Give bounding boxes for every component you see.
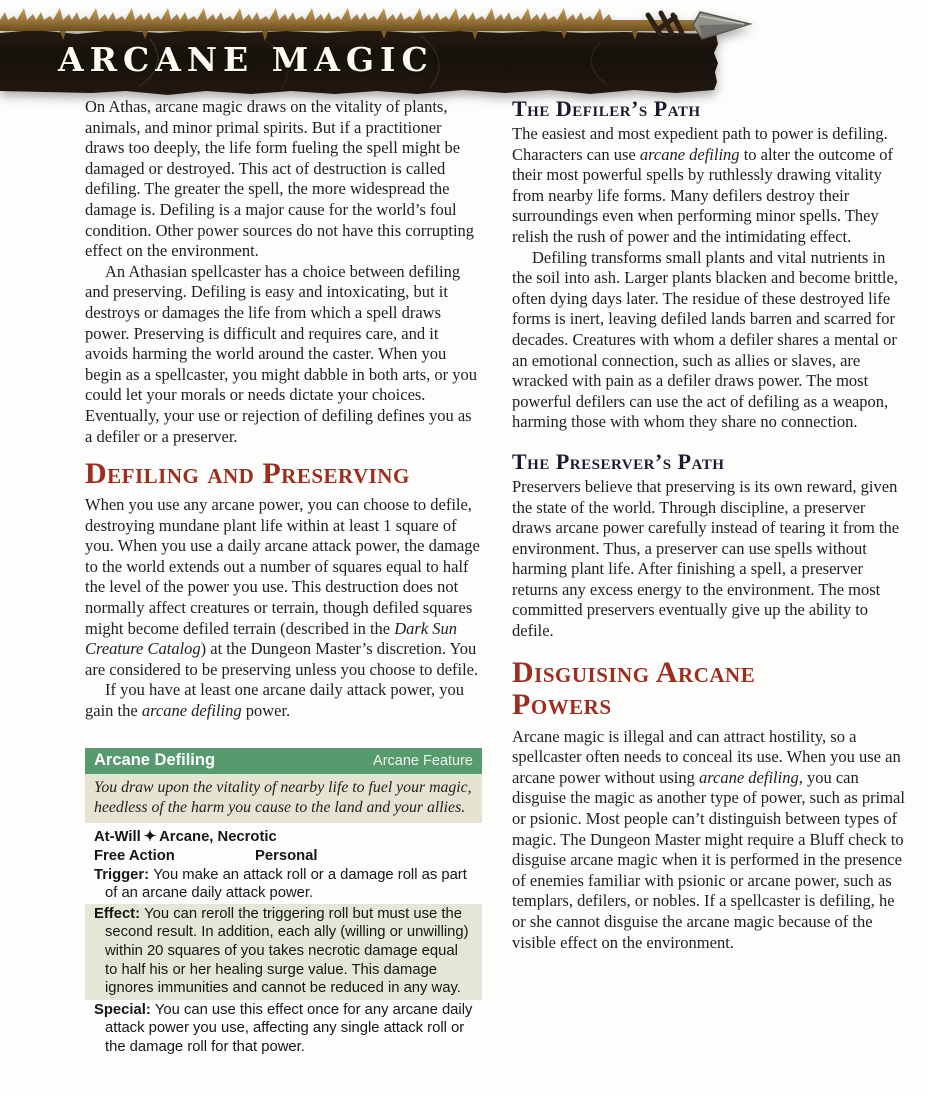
body-paragraph: If you have at least one arcane daily attack power, you gain the arcane defiling power. [85, 680, 464, 721]
power-effect: Effect: You can reroll the triggering roll but must use the second result. In addition, each ally (willing or unwilling) within 20 squares of you takes necrotic damage equal to half his or her healing surge value. This damage ignores immunities and cannot be reduced in any way. [85, 904, 482, 1000]
power-trigger: Trigger: You make an attack roll or a damage roll as part of an arcane daily attack power. [94, 866, 467, 902]
body-paragraph: Arcane magic is illegal and can attract hostility, so a spellcaster often needs to conceal its use. When you use an arcane power without using arcane defiling, you can disguise the magic as another type of power, such as primal or psionic. Most people can’t distinguish between types of magic. The Dungeon Master might require a Bluff check to disguise arcane magic when it is performed in the presence of enemies familiar with psionic or arcane power, such as templars, defilers, or nobles. If a spellcaster is defiling, he or she cannot disguise the arcane magic because of the visible effect on the environment. [512, 726, 905, 952]
section-heading-preservers-path: The Preserver’s Path [512, 448, 725, 474]
power-action-line [85, 847, 482, 866]
power-star-icon: ✦ [143, 829, 157, 846]
body-paragraph: On Athas, arcane magic draws on the vitality of plants, animals, and minor primal spirits. But if a practitioner draws too deeply, the life form fueling the spell might be damaged or destroyed. This act of destruction is called defiling. The greater the spell, the more widespread the damage is. Defiling is a major cause for the world’s foul condition. Other power sources do not have this corrupting effect on the environment. [85, 97, 475, 261]
power-range: Personal [255, 848, 318, 864]
power-usage-frequency: At-Will [94, 829, 141, 846]
page-title: ARCANE MAGIC [58, 40, 434, 79]
power-card-feature-type: Arcane Feature [373, 752, 473, 769]
power-special: Special: You can use this effect once for any arcane daily attack power you use, affecting any single attack roll or the damage roll for that power. [94, 1001, 473, 1055]
arrowhead-icon [693, 12, 750, 39]
section-heading-defilers-path: The Defiler’s Path [512, 96, 701, 121]
power-card-header [85, 748, 482, 775]
right-column [512, 97, 907, 1057]
power-keywords: Arcane, Necrotic [159, 829, 277, 846]
spear-shaft [0, 8, 695, 31]
power-usage-line [85, 828, 482, 847]
power-flavor-text: You draw upon the vitality of nearby life to fuel your magic, heedless of the harm you cause to the land and your allies. [85, 774, 482, 823]
page-banner [0, 4, 760, 104]
power-action-type: Free Action [94, 848, 175, 864]
power-card-body [85, 823, 482, 1056]
page-content [85, 97, 907, 1057]
left-column [85, 97, 482, 1057]
body-paragraph: Preservers believe that preserving is its own reward, given the state of the world. Through discipline, a preserver draws arcane power carefully instead of tearing it from the environment. Thus, a preserver can use spells without harming plant life. After finishing a spell, a preserver returns any excess energy to the environment. The most committed preservers eventually give up the ability to defile. [512, 476, 900, 641]
section-heading-disguising-arcane-powers: Disguising Arcane Powers [512, 655, 756, 721]
body-paragraph: Defiling transforms small plants and vital nutrients in the soil into ash. Larger plants blacken and become brittle, often dying days later. The residue of these destroyed life forms is inert, leaving defiled lands barren and scarred for decades. Creatures with whom a defiler shares a mental or an emotional connection, such as allies or slaves, are wracked with pain as a defiler draws power. The most powerful defilers can use the act of defiling as a weapon, harming those with whom they share no connection. [512, 247, 898, 432]
body-paragraph: The easiest and most expedient path to power is defiling. Characters can use arcane defiling to alter the outcome of their most powerful spells by ruthlessly drawing vitality from nearby life forms. Many defilers destroy their surroundings even when performing minor spells. They relish the rush of power and the intimidating effect. [512, 124, 894, 246]
power-card-title: Arcane Defiling [94, 750, 216, 769]
power-card-arcane-defiling [85, 748, 482, 1057]
section-heading-defiling-and-preserving: Defiling and Preserving [85, 457, 410, 491]
body-paragraph: When you use any arcane power, you can choose to defile, destroying mundane plant life within at least 1 square of you. When you use a daily arcane attack power, the damage to the world extends out a number of squares equal to half the level of the power you use. This destruction does not normally affect creatures or terrain, though defiled squares might become defiled terrain (described in the Dark Sun Creature Catalog) at the Dungeon Master’s discretion. You are considered to be preserving unless you choose to defile. [85, 495, 480, 679]
body-paragraph: An Athasian spellcaster has a choice between defiling and preserving. Defiling is easy and intoxicating, but it destroys or damages the life from which a spell draws power. Preserving is difficult and requires care, and it avoids harming the world around the caster. When you begin as a spellcaster, you might dabble in both arts, or you could let your morals or needs dictate your choices. Eventually, your use or rejection of defiling defines you as a defiler or a preserver. [85, 261, 478, 446]
